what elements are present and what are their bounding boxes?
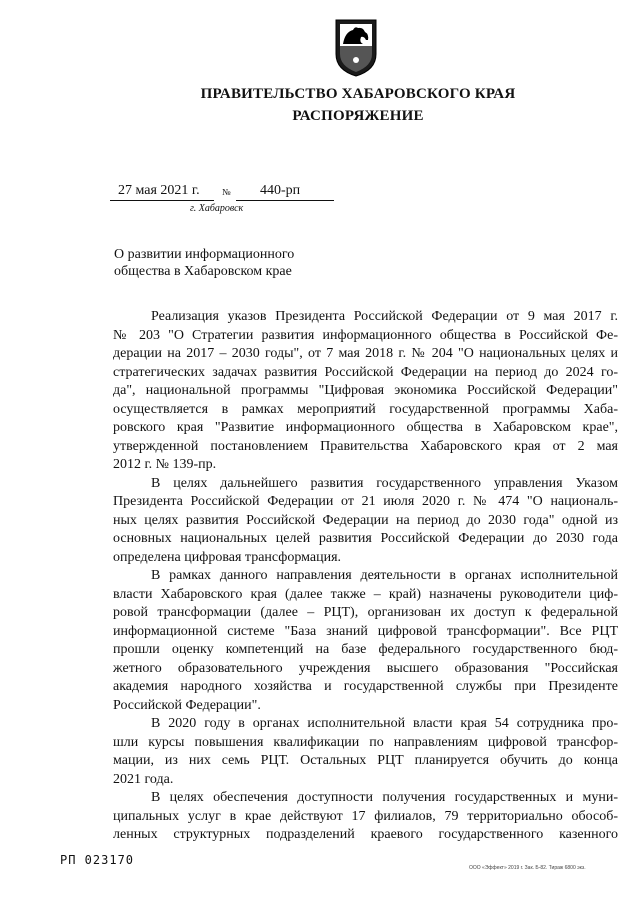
text-line: ровского края "Развитие информационного общества в Хабаровском крае", [113, 420, 618, 435]
subject-line: общества в Хабаровском крае [114, 264, 292, 279]
text-line: да", национальной программы "Цифровая экономика Российской Федерации" [113, 383, 618, 398]
text-line: дерации на 2017 – 2030 годы", от 7 мая 2018 г. № 204 "О национальных целях и [113, 346, 618, 361]
text-line: Президента Российской Федерации от 21 июля 2020 г. № 474 "О националь- [113, 494, 618, 509]
document-number: 440-рп [260, 183, 301, 198]
document-body [113, 308, 618, 845]
number-label: № [222, 187, 231, 197]
text-line: В рамках данного направления деятельности в органах исполнительной [151, 568, 618, 583]
coat-of-arms-icon [333, 16, 379, 78]
text-line: жетного образовательного учреждения высшего образования "Российская [113, 660, 618, 676]
text-line: ципальных услуг в крае действуют 17 филиалов, 79 территориально обособ- [113, 808, 618, 824]
text-line: 2012 г. № 139-пр. [113, 457, 217, 472]
printer-info: ООО «Эффект» 2019 г. Зак. Б-82. Тираж 6800 экз. [469, 865, 586, 871]
form-serial-number: РП 023170 [60, 853, 135, 867]
text-line: В целях дальнейшего развития государственного управления Указом [151, 475, 618, 491]
text-line: ленных структурных подразделений краевого государственного казенного [113, 827, 618, 842]
text-line: Реализация указов Президента Российской Федерации от 9 мая 2017 г. [151, 309, 618, 324]
text-line: шли курсы повышения квалификации по направлениям цифровой трансфор- [113, 734, 618, 750]
text-line: власти Хабаровского края (далее также – край) назначены руководители циф- [113, 586, 618, 602]
text-line: № 203 "О Стратегии развития информационного общества в Российской Фе- [113, 327, 618, 343]
text-line: утвержденной постановлением Правительства Хабаровского края от 2 мая [113, 438, 618, 454]
text-line: В 2020 году в органах исполнительной власти края 54 сотрудника про- [151, 716, 618, 731]
text-line: В целях обеспечения доступности получения государственных и муни- [151, 790, 618, 805]
text-line: академия народного хозяйства и государственной службы при Президенте [113, 679, 618, 694]
text-line: прошли оценку компетенций на базе федерального государственного бюд- [113, 642, 618, 657]
text-line: определена цифровая трансформация. [113, 549, 342, 565]
text-line: Российской Федерации". [113, 697, 261, 713]
text-line: 2021 года. [113, 771, 174, 787]
document-type: РАСПОРЯЖЕНИЕ [292, 108, 424, 124]
subject-line: О развитии информационного [114, 247, 295, 262]
org-name: ПРАВИТЕЛЬСТВО ХАБАРОВСКОГО КРАЯ [200, 86, 516, 102]
text-line: ровой трансформации (далее – РЦТ), организован их доступ к федеральной [113, 605, 618, 620]
text-line: ных целях развития Российской Федерации на период до 2030 года" одной из [113, 512, 618, 528]
text-line: стратегических задачах развития Российской Федерации на период до 2024 го- [113, 364, 618, 380]
date-underline [110, 200, 214, 201]
document-subject [114, 246, 294, 280]
text-line: мации, из них семь РЦТ. Остальных РЦТ планируется обучить до конца [113, 753, 618, 768]
document-date: 27 мая 2021 г. [118, 183, 200, 198]
text-line: осуществляется в рамках мероприятий государственной программы Хаба- [113, 401, 618, 417]
document-city: г. Хабаровск [190, 203, 244, 214]
number-underline [236, 200, 334, 201]
text-line: основных национальных целей развития Российской Федерации до 2030 года [113, 531, 618, 546]
text-line: информационной системе "База знаний цифровой трансформации". Все РЦТ [113, 623, 618, 639]
